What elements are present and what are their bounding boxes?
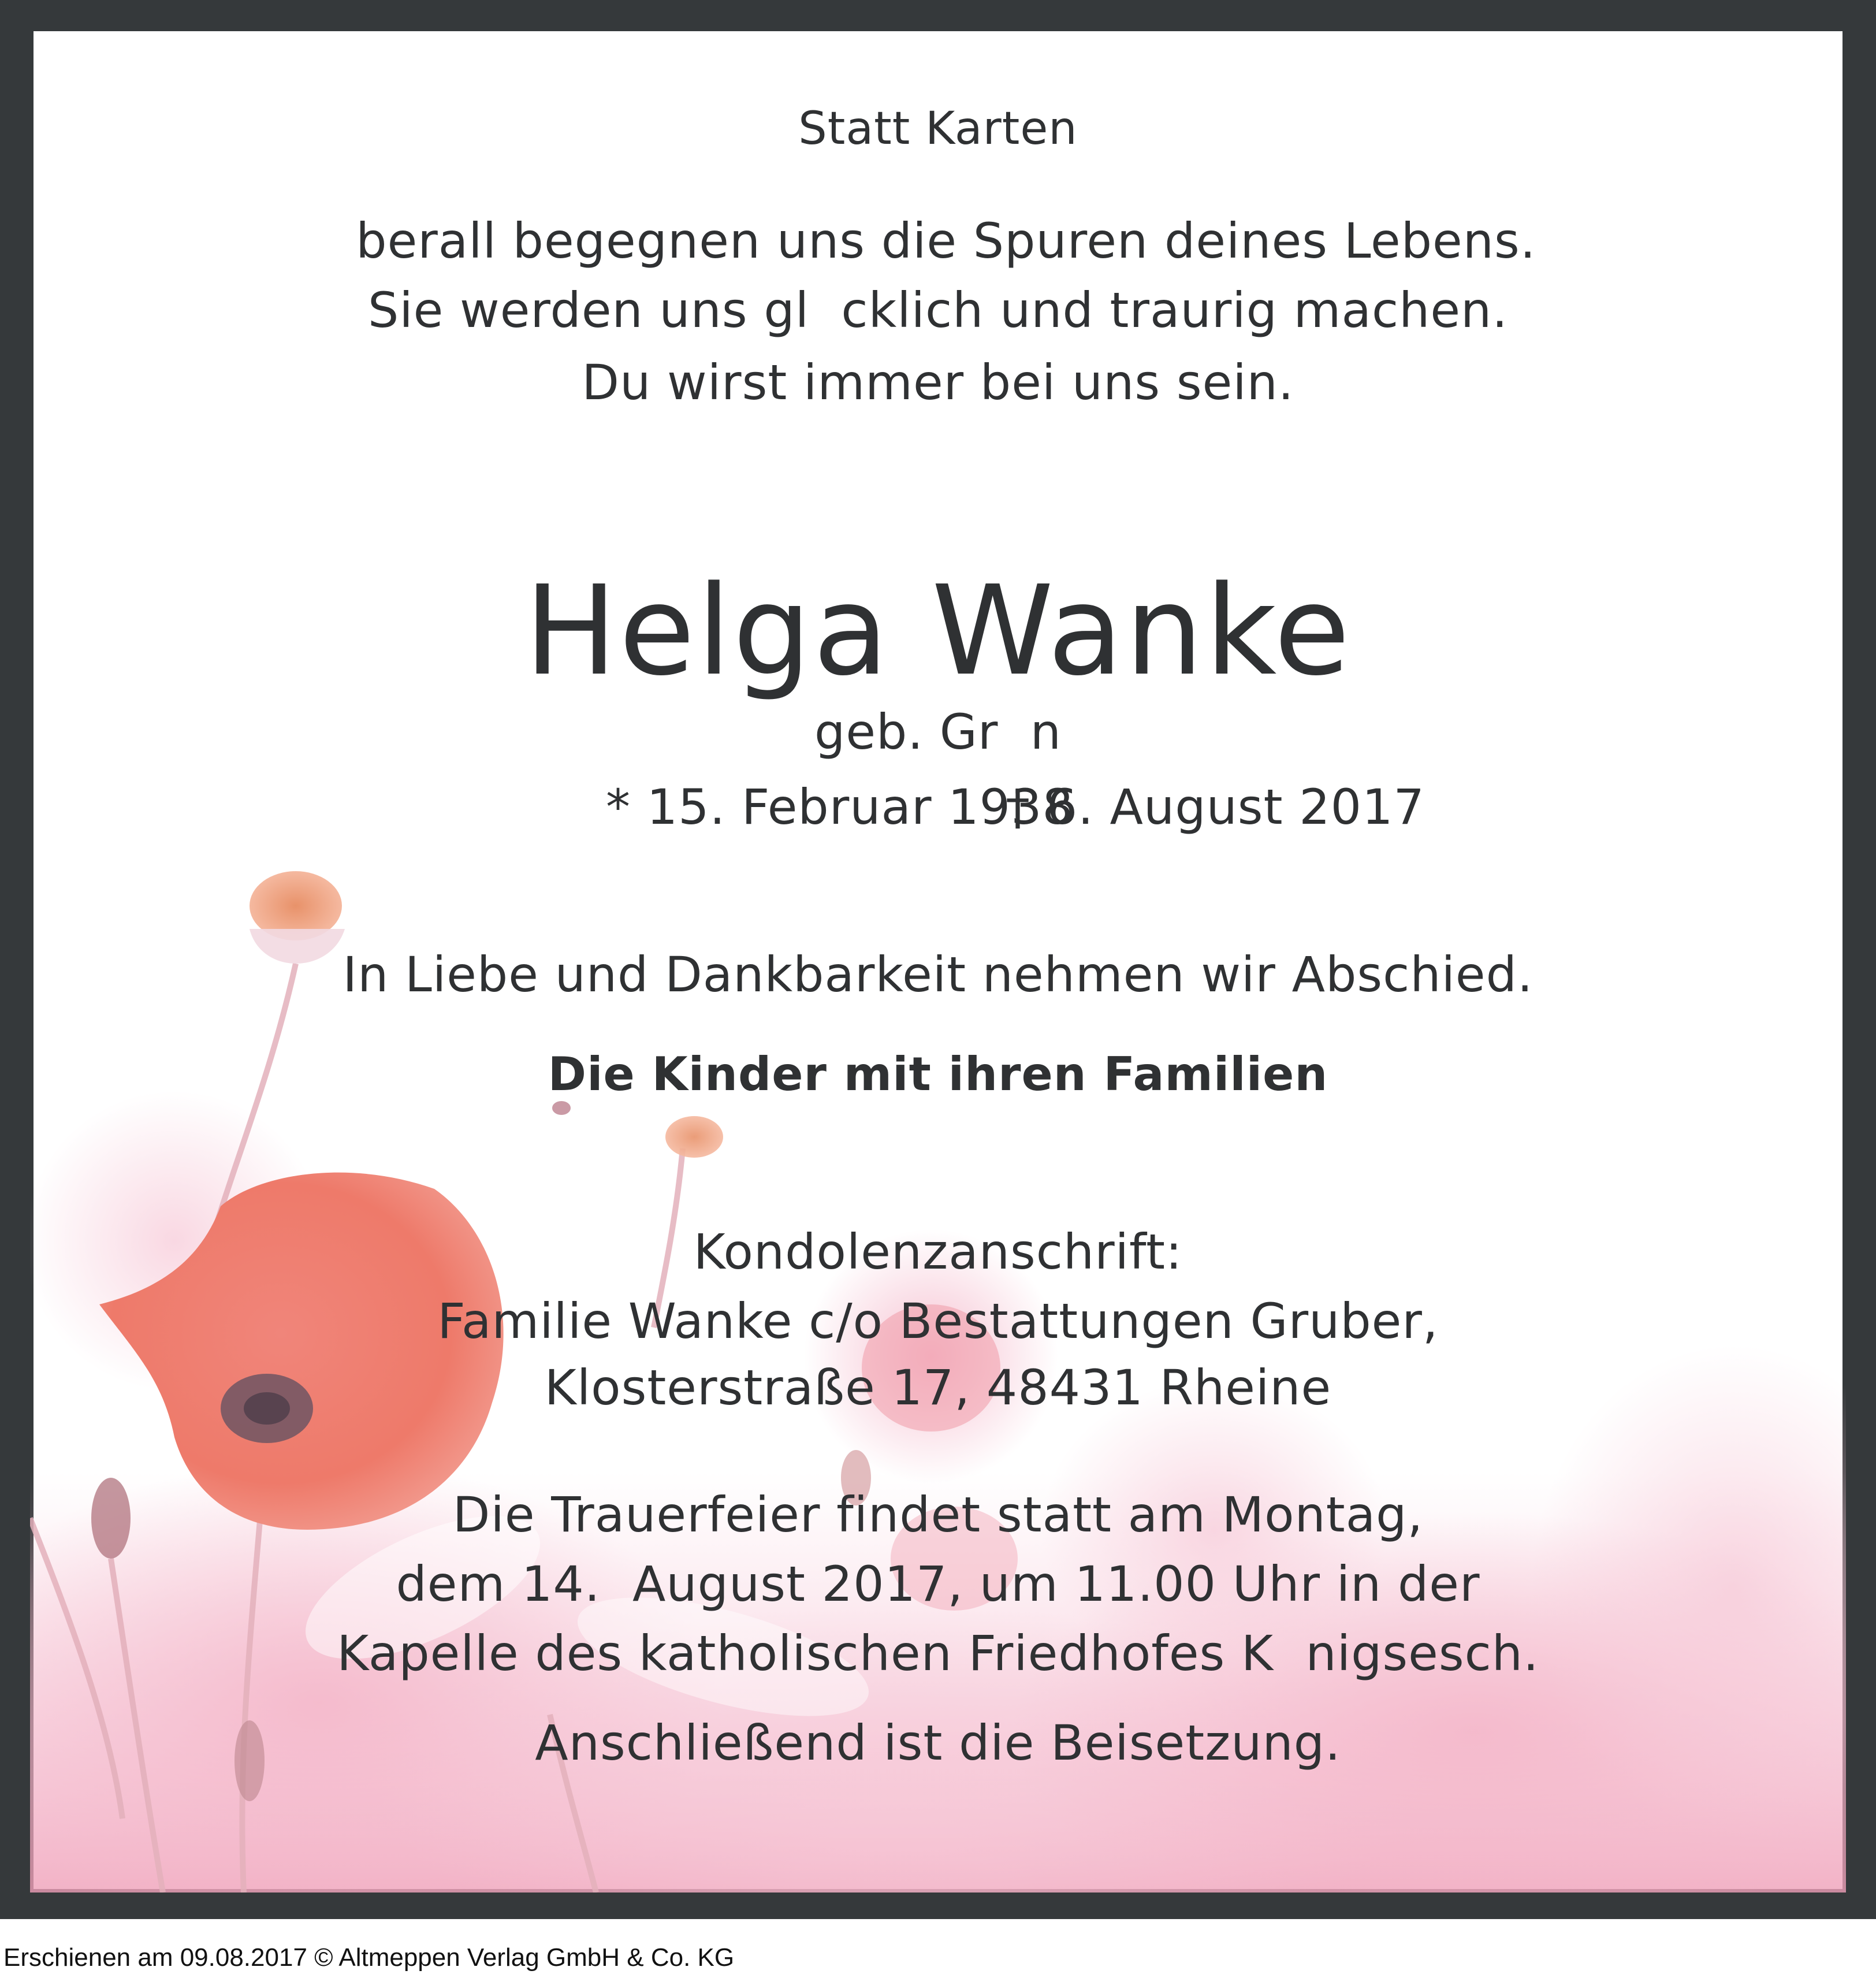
verse-line-3: Du wirst immer bei uns sein. [582,354,1294,411]
obituary-card [30,28,1846,1893]
family-signature: Die Kinder mit ihren Familien [548,1047,1328,1101]
publication-footer: Erschienen am 09.08.2017 © Altmeppen Verlag GmbH & Co. KG [3,1943,735,1972]
death-date: † 6. August 2017 [1006,779,1425,835]
ceremony-line-2: dem 14. August 2017, um 11.00 Uhr in der [396,1556,1480,1612]
birth-date: * 15. Februar 1938 [606,779,1074,835]
burial-line: Anschließend ist die Beisetzung. [535,1715,1341,1771]
farewell-line: In Liebe und Dankbarkeit nehmen wir Abschied. [343,946,1533,1003]
maiden-name: geb. Gr n [814,704,1062,760]
heading-statt-karten: Statt Karten [798,103,1078,155]
verse-line-2: Sie werden uns gl cklich und traurig machen. [368,282,1508,339]
condolence-address-line-2: Klosterstraße 17, 48431 Rheine [544,1359,1332,1416]
verse-line-1: berall begegnen uns die Spuren deines Lebens. [340,213,1536,269]
condolence-label: Kondolenzanschrift: [693,1224,1183,1280]
ceremony-line-3: Kapelle des katholischen Friedhofes K nigsesch. [337,1625,1539,1682]
ceremony-line-1: Die Trauerfeier findet statt am Montag, [452,1486,1424,1543]
deceased-name: Helga Wanke [524,559,1352,703]
condolence-address-line-1: Familie Wanke c/o Bestattungen Gruber, [437,1293,1439,1349]
